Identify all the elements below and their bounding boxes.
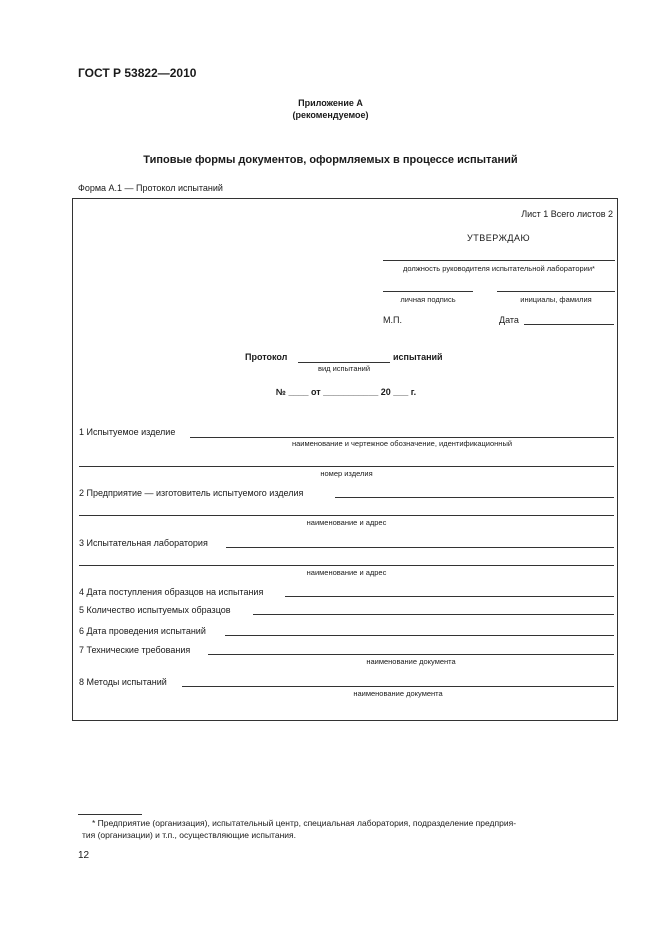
field-manufacturer-caption: наименование и адрес [306, 518, 387, 527]
field-test-date: 6 Дата проведения испытаний [79, 626, 206, 636]
field-technical-requirements-caption: наименование документа [366, 657, 456, 666]
approve-label: УТВЕРЖДАЮ [467, 233, 531, 243]
date-line [524, 324, 614, 325]
field-manufacturer-line-2 [79, 515, 614, 516]
footnote-line-1: * Предприятие (организация), испытательный центр, специальная лаборатория, подразделение предприя- [92, 818, 517, 828]
appendix-subtitle: (рекомендуемое) [292, 110, 369, 120]
signature-line [383, 291, 473, 292]
appendix-title: Приложение А [298, 98, 363, 108]
field-technical-requirements-line [208, 654, 614, 655]
footnote-line-2: тия (организации) и т.п., осуществляющие испытания. [82, 830, 296, 840]
protocol-type-line [298, 362, 390, 363]
field-sample-count-line [253, 614, 614, 615]
field-sample-receipt-date-line [285, 596, 614, 597]
field-tested-product: 1 Испытуемое изделие [79, 427, 176, 437]
field-laboratory-line [226, 547, 614, 548]
signature-caption: личная подпись [400, 295, 456, 304]
field-test-date-line [225, 635, 614, 636]
field-manufacturer: 2 Предприятие — изготовитель испытуемого изделия [79, 488, 304, 498]
field-technical-requirements: 7 Технические требования [79, 645, 191, 655]
protocol-number-line: № ____ от ___________ 20 ___ г. [275, 387, 417, 397]
standard-number: ГОСТ Р 53822—2010 [78, 66, 197, 80]
form-frame [72, 198, 618, 721]
field-tested-product-caption-2: номер изделия [320, 469, 373, 478]
field-sample-count: 5 Количество испытуемых образцов [79, 605, 231, 615]
sheet-count: Лист 1 Всего листов 2 [521, 209, 613, 219]
section-title: Типовые формы документов, оформляемых в процессе испытаний [143, 154, 518, 166]
initials-line [497, 291, 615, 292]
form-caption: Форма А.1 — Протокол испытаний [78, 183, 223, 193]
field-sample-receipt-date: 4 Дата поступления образцов на испытания [79, 587, 264, 597]
field-tested-product-line [190, 437, 614, 438]
footnote-separator [78, 814, 142, 815]
date-label: Дата [499, 315, 519, 325]
field-test-methods: 8 Методы испытаний [79, 677, 167, 687]
test-type-caption: вид испытаний [317, 364, 371, 373]
field-test-methods-line [182, 686, 614, 687]
field-laboratory-caption: наименование и адрес [306, 568, 387, 577]
field-laboratory: 3 Испытательная лаборатория [79, 538, 208, 548]
seal-label: М.П. [383, 315, 402, 325]
field-tested-product-line-2 [79, 466, 614, 467]
field-tested-product-caption: наименование и чертежное обозначение, идентификационный [291, 439, 513, 448]
protocol-tests-word: испытаний [393, 352, 443, 362]
protocol-word: Протокол [245, 352, 288, 362]
field-test-methods-caption: наименование документа [353, 689, 443, 698]
head-position-line [383, 260, 615, 261]
page-number: 12 [78, 850, 90, 861]
field-manufacturer-line [335, 497, 614, 498]
head-position-caption: должность руководителя испытательной лаборатории* [403, 264, 595, 273]
initials-caption: инициалы, фамилия [520, 295, 592, 304]
field-laboratory-line-2 [79, 565, 614, 566]
